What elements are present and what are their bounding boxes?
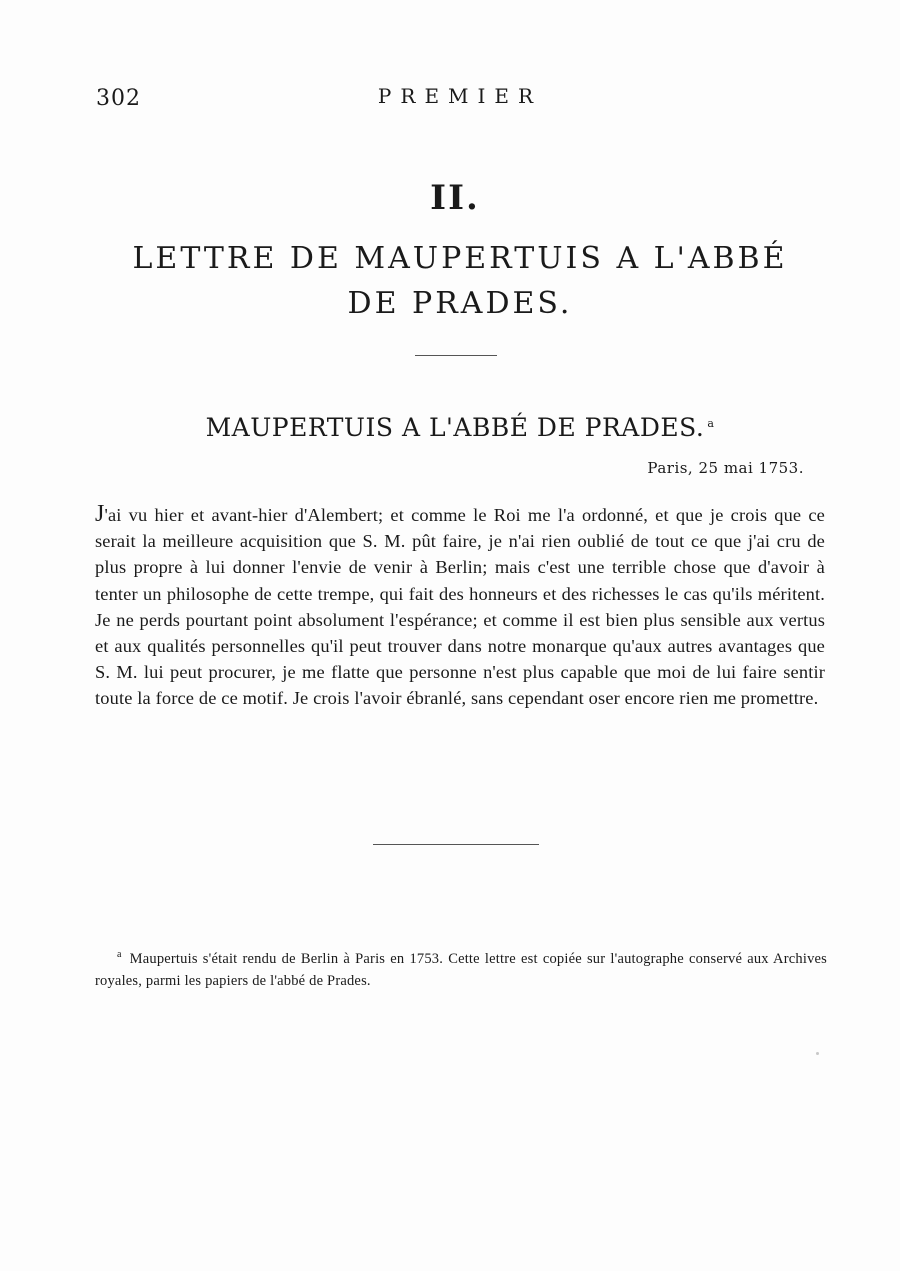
footnote-text: Maupertuis s'était rendu de Berlin à Paris en 1753. Cette lettre est copiée sur l'autographe conservé aux Archives royales, parmi les papiers de l'abbé de Prades. xyxy=(95,950,827,989)
letter-body xyxy=(95,501,825,712)
drop-cap: J xyxy=(95,501,105,527)
letter-heading xyxy=(100,413,820,442)
section-title xyxy=(100,236,820,326)
section-divider xyxy=(415,355,497,356)
letter-dateline: Paris, 25 mai 1753. xyxy=(647,459,804,477)
section-title-line-1: LETTRE DE MAUPERTUIS A L'ABBÉ xyxy=(132,241,788,276)
paper-speck xyxy=(816,1052,819,1055)
page-number: 302 xyxy=(96,86,141,111)
footnote-marker: a xyxy=(117,949,122,960)
letter-body-text: 'ai vu hier et avant-hier d'Alembert; et comme le Roi me l'a ordonné, et que je crois que ce serait la meilleure acquisition que S. M. pût faire, je n'ai rien oublié de tout ce que j'ai cru de plus propre à lui donner l'envie de venir à Berlin; mais c'est une terrible chose que d'avoir à tenter un philosophe de cette trempe, qui fait des honneurs et des richesses le cas qu'ils méritent. Je ne perds pourtant point absolument l'espérance; et comme il est bien plus sensible aux vertus et aux qualités personnelles qu'il peut trouver dans notre monarque qu'aux autres avantages que S. M. lui peut procurer, je me flatte que personne n'est plus capable que moi de lui faire sentir toute la force de ce motif. Je crois l'avoir ébranlé, sans cependant oser encore rien me promettre. xyxy=(95,505,825,709)
letter-heading-text: MAUPERTUIS A L'ABBÉ DE PRADES. xyxy=(205,413,705,442)
section-title-line-2: DE PRADES. xyxy=(347,286,573,321)
footnote-reference: a xyxy=(707,416,715,430)
running-title: PREMIER xyxy=(377,84,543,108)
end-rule xyxy=(373,844,539,845)
section-numeral: II. xyxy=(430,178,480,218)
footnote xyxy=(95,944,827,992)
